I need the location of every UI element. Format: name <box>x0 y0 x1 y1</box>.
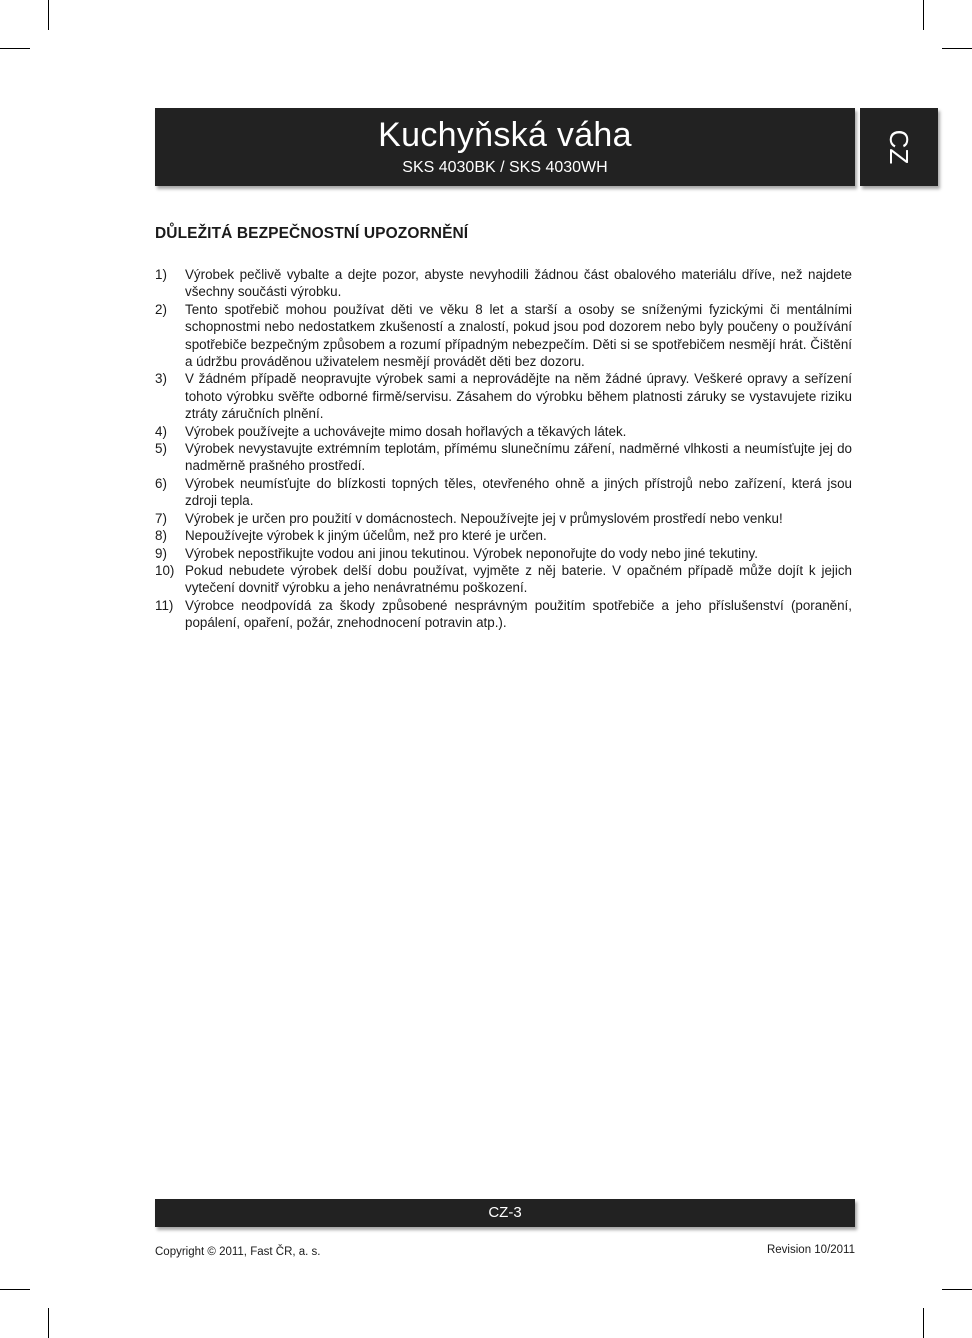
list-item <box>155 301 852 371</box>
list-item <box>155 562 852 597</box>
list-item <box>155 423 852 440</box>
list-item <box>155 266 852 301</box>
language-tab <box>860 108 938 186</box>
crop-mark <box>942 48 972 49</box>
list-item <box>155 597 852 632</box>
crop-mark <box>923 0 924 30</box>
item-text: Výrobce neodpovídá za škody způsobené nesprávným použitím spotřebiče a jeho příslušenství (poranění, popálení, opaření, požár, znehodnocení potravin atp.). <box>185 597 852 631</box>
page-title: Kuchyňská váha <box>378 116 632 154</box>
list-item <box>155 510 852 527</box>
item-number: 1) <box>155 267 167 282</box>
crop-mark <box>0 1289 30 1290</box>
item-number: 4) <box>155 423 167 439</box>
crop-mark <box>942 1289 972 1290</box>
crop-mark <box>48 1308 49 1338</box>
item-text: Výrobek nepostřikujte vodou ani jinou tekutinou. Výrobek neponořujte do vody nebo jiné tekutiny. <box>185 545 758 561</box>
item-text: Tento spotřebič mohou používat děti ve věku 8 let a starší a osoby se sníženými fyzickými či mentálními schopnostmi nebo nedostatkem zkušeností a znalostí, pokud jsou pod dozorem nebo byly poučeny o používání spotřebiče bezpečným způsobem a rozumí případným nebezpečím. Děti si se spotřebičem nesmějí hrát. Čištění a údržbu prováděnou uživatelem nesmějí provádět děti bez dozoru. <box>185 301 852 370</box>
item-number: 7) <box>155 510 167 526</box>
safety-rules-list <box>155 266 852 632</box>
item-text: Výrobek používejte a uchovávejte mimo dosah hořlavých a těkavých látek. <box>185 423 627 439</box>
list-item <box>155 527 852 544</box>
crop-mark <box>48 0 49 30</box>
list-item <box>155 440 852 475</box>
crop-mark <box>923 1308 924 1338</box>
list-item <box>155 370 852 422</box>
item-number: 8) <box>155 528 167 544</box>
item-number: 10) <box>155 562 175 578</box>
item-text: Výrobek pečlivě vybalte a dejte pozor, abyste nevyhodili žádnou část obalového materiálu dříve, než najdete všechny součásti výrobku. <box>185 267 852 300</box>
list-item <box>155 475 852 510</box>
item-number: 9) <box>155 545 167 561</box>
item-number: 11) <box>155 597 174 613</box>
item-number: 5) <box>155 441 167 457</box>
footer-page-band <box>155 1199 855 1227</box>
item-text: Výrobek neumísťujte do blízkosti topných těles, otevřeného ohně a jiných přístrojů nebo zařízení, která jsou zdroji tepla. <box>185 475 852 509</box>
item-text: Pokud nebudete výrobek delší dobu používat, vyjměte z něj baterie. V opačném případě může dojít k jejich vytečení dovnitř výrobku a jeho nenávratnému poškození. <box>185 562 852 596</box>
item-text: Výrobek nevystavujte extrémním teplotám, přímému slunečnímu záření, nadměrné vlhkosti a neumísťujte jej do nadměrně prašného prostředí. <box>185 441 852 474</box>
language-tab-label: CZ <box>884 129 914 165</box>
revision-label: Revision 10/2011 <box>766 1244 855 1256</box>
item-text: Nepoužívejte výrobek k jiným účelům, než pro které je určen. <box>185 528 547 544</box>
item-number: 3) <box>155 371 167 387</box>
list-item <box>155 545 852 562</box>
crop-mark <box>0 48 30 49</box>
item-number: 6) <box>155 475 167 491</box>
item-number: 2) <box>155 301 167 317</box>
model-subtitle: SKS 4030BK / SKS 4030WH <box>402 159 608 176</box>
page-number: CZ-3 <box>488 1204 522 1221</box>
header-banner <box>155 108 855 186</box>
item-text: V žádném případě neopravujte výrobek sami a neprovádějte na něm žádné úpravy. Veškeré opravy a seřízení tohoto výrobku svěřte odborné firmě/servisu. Zásahem do výrobku během platnosti záruky se vystavujete riziku ztráty záručních plnění. <box>185 371 852 422</box>
item-text: Výrobek je určen pro použití v domácnostech. Nepoužívejte jej v průmyslovém prostředí nebo venku! <box>185 510 783 526</box>
section-heading: DŮLEŽITÁ BEZPEČNOSTNÍ UPOZORNĚNÍ <box>155 225 469 242</box>
copyright-notice: Copyright © 2011, Fast ČR, a. s. <box>155 1246 321 1258</box>
